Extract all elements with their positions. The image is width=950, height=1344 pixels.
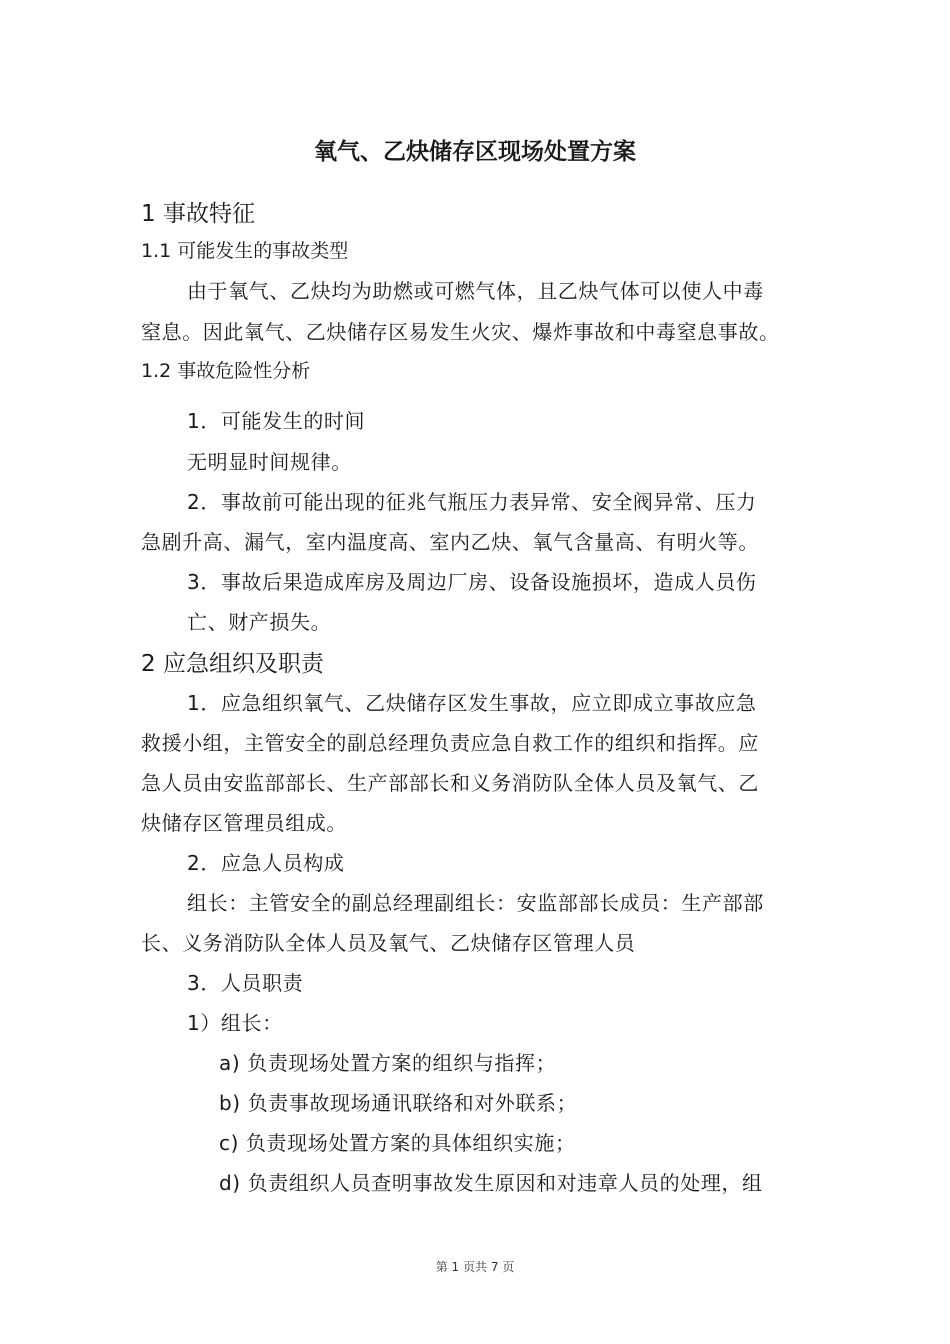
list-item: 2．事故前可能出现的征兆气瓶压力表异常、安全阀异常、压力 xyxy=(187,490,757,514)
list-item: 3．事故后果造成库房及周边厂房、设备设施损坏，造成人员伤 xyxy=(187,570,757,594)
list-item: 1．可能发生的时间 xyxy=(187,409,366,433)
paragraph-line: 窒息。因此氧气、乙炔储存区易发生火灾、爆炸事故和中毒窒息事故。 xyxy=(141,320,780,344)
paragraph-line: 急人员由安监部部长、生产部部长和义务消防队全体人员及氧气、乙 xyxy=(141,771,759,795)
subsection-heading-1-1: 1.1 可能发生的事故类型 xyxy=(141,240,349,262)
paragraph-line: 救援小组，主管安全的副总经理负责应急自救工作的组织和指挥。应 xyxy=(141,731,759,755)
list-item: 1．应急组织氧气、乙炔储存区发生事故，应立即成立事故应急 xyxy=(187,691,757,715)
duty-item: c) 负责现场处置方案的具体组织实施； xyxy=(219,1131,576,1155)
list-item: 3．人员职责 xyxy=(187,971,304,995)
paragraph-line: 长、义务消防队全体人员及氧气、乙炔储存区管理人员 xyxy=(141,931,636,955)
paragraph-line: 组长：主管安全的副总经理副组长：安监部部长成员：生产部部 xyxy=(187,891,764,915)
section-heading-1: 1 事故特征 xyxy=(141,201,255,227)
duty-item: b) 负责事故现场通讯联络和对外联系； xyxy=(219,1091,578,1115)
paragraph-line: 亡、财产损失。 xyxy=(187,610,332,634)
paragraph-line: 炔储存区管理员组成。 xyxy=(141,811,347,835)
page-footer: 第 1 页共 7 页 xyxy=(435,1260,515,1274)
list-item: 1）组长： xyxy=(187,1011,283,1035)
paragraph-line: 无明显时间规律。 xyxy=(187,450,352,474)
duty-item: d) 负责组织人员查明事故发生原因和对违章人员的处理，组 xyxy=(219,1171,763,1195)
section-heading-2: 2 应急组织及职责 xyxy=(141,651,324,677)
paragraph-line: 急剧升高、漏气，室内温度高、室内乙炔、氧气含量高、有明火等。 xyxy=(141,530,759,554)
list-item: 2．应急人员构成 xyxy=(187,851,345,875)
page-title: 氧气、乙炔储存区现场处置方案 xyxy=(314,139,636,165)
subsection-heading-1-2: 1.2 事故危险性分析 xyxy=(141,360,311,382)
duty-item: a) 负责现场处置方案的组织与指挥； xyxy=(219,1051,557,1075)
paragraph-line: 由于氧气、乙炔均为助燃或可燃气体，且乙炔气体可以使人中毒 xyxy=(187,279,764,303)
